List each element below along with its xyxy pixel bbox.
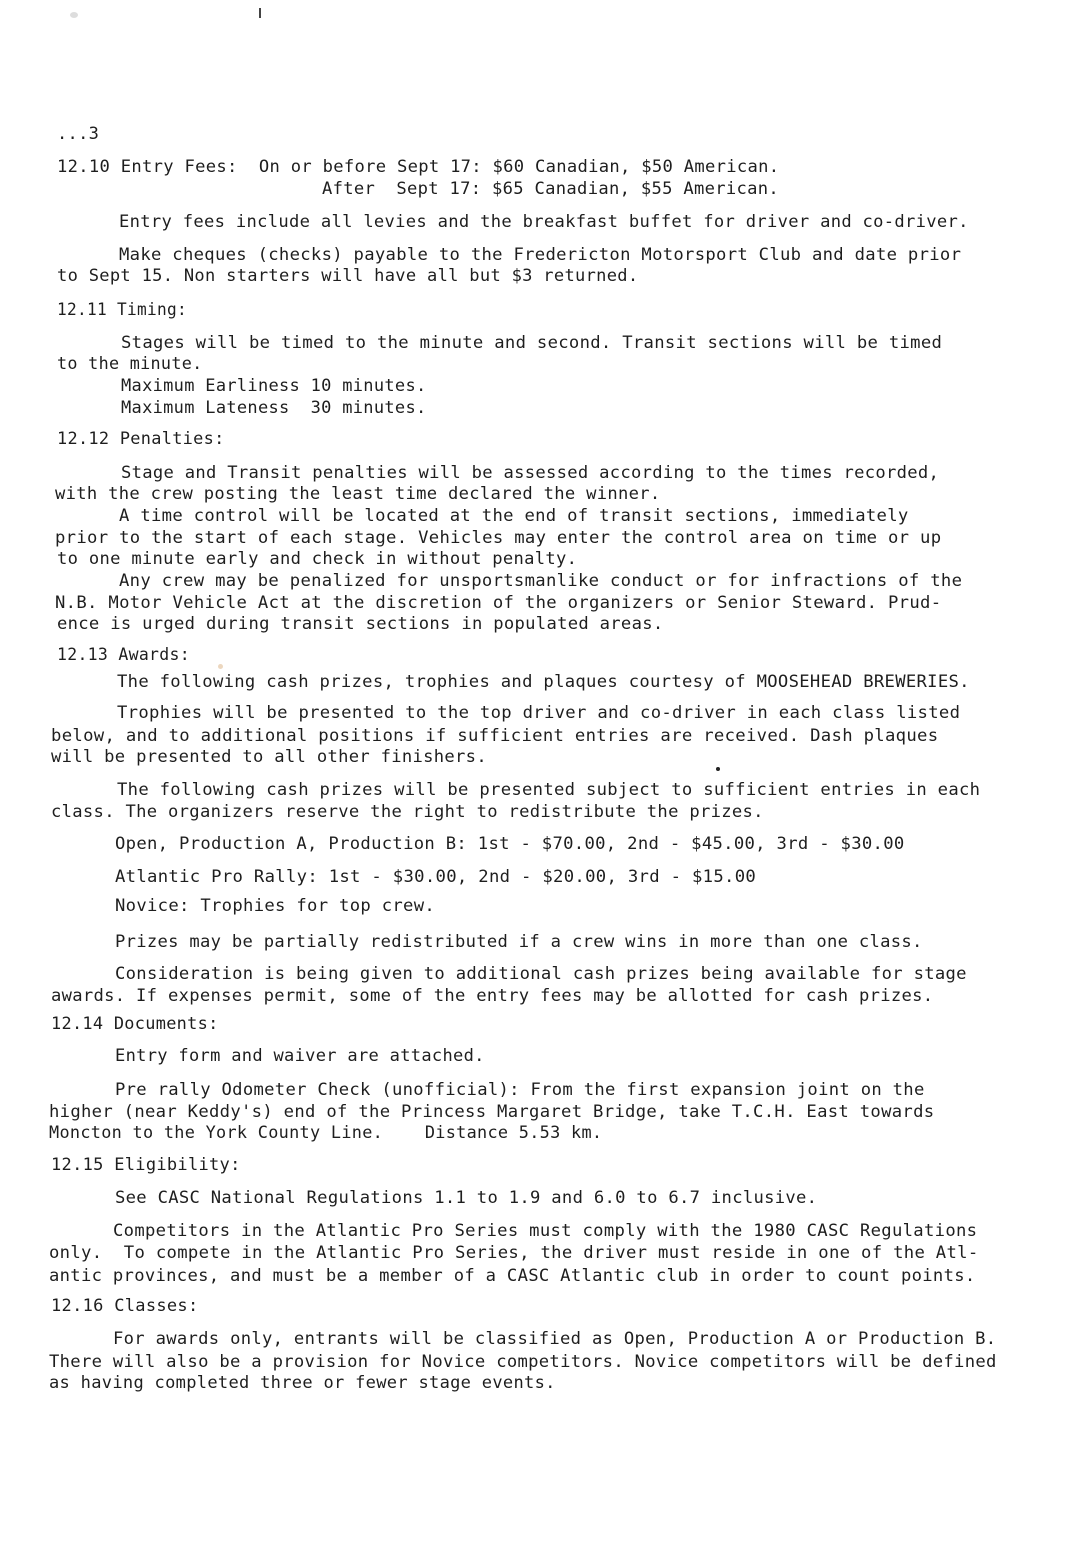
stray-dot [716, 767, 720, 771]
section-12-10-line-2: After Sept 17: $65 Canadian, $55 American. [322, 179, 779, 199]
eligibility-paragraph-2-line-1: Competitors in the Atlantic Pro Series must comply with the 1980 CASC Regulations [113, 1221, 978, 1241]
stray-mark [259, 8, 261, 18]
prizes-atlantic-pro-rally: Atlantic Pro Rally: 1st - $30.00, 2nd - $20.00, 3rd - $15.00 [115, 867, 757, 887]
penalties-paragraph-line-6: Any crew may be penalized for unsportsmanlike conduct or for infractions of the [119, 571, 963, 591]
timing-earliness: Maximum Earliness 10 minutes. [121, 376, 427, 396]
classes-paragraph-line-1: For awards only, entrants will be classified as Open, Production A or Production B. [113, 1329, 997, 1349]
cheques-paragraph-line-2: to Sept 15. Non starters will have all but $3 returned. [57, 266, 639, 286]
eligibility-paragraph-2-line-2: only. To compete in the Atlantic Pro Series, the driver must reside in one of the Atl- [49, 1243, 979, 1263]
documents-paragraph-2-line-1: Pre rally Odometer Check (unofficial): From the first expansion joint on the [115, 1080, 925, 1100]
smudge-mark [70, 12, 78, 18]
awards-paragraph-5-line-2: awards. If expenses permit, some of the entry fees may be allotted for cash prizes. [51, 986, 934, 1006]
timing-paragraph-line-2: to the minute. [57, 354, 203, 374]
section-12-15-heading: 12.15 Eligibility: [51, 1155, 241, 1175]
section-12-16-heading: 12.16 Classes: [51, 1296, 199, 1316]
documents-paragraph-2-line-3: Moncton to the York County Line. Distance 5.53 km. [49, 1123, 603, 1143]
documents-paragraph-2-line-2: higher (near Keddy's) end of the Princess Margaret Bridge, take T.C.H. East towards [49, 1102, 935, 1122]
timing-lateness: Maximum Lateness 30 minutes. [121, 398, 427, 418]
awards-paragraph-3-line-1: The following cash prizes will be presented subject to sufficient entries in each [117, 780, 981, 800]
prizes-novice: Novice: Trophies for top crew. [115, 896, 436, 916]
awards-paragraph-2-line-3: will be presented to all other finishers. [51, 747, 487, 767]
penalties-paragraph-line-5: to one minute early and check in without penalty. [57, 549, 578, 569]
classes-paragraph-line-3: as having completed three or fewer stage events. [49, 1373, 556, 1393]
penalties-paragraph-line-4: prior to the start of each stage. Vehicles may enter the control area on time or up [55, 528, 942, 548]
awards-paragraph-4: Prizes may be partially redistributed if a crew wins in more than one class. [115, 932, 923, 952]
awards-paragraph-3-line-2: class. The organizers reserve the right to redistribute the prizes. [51, 802, 764, 822]
page-marker: ...3 [57, 124, 100, 144]
section-12-11-heading: 12.11 Timing: [57, 300, 187, 320]
penalties-paragraph-line-3: A time control will be located at the end of transit sections, immediately [119, 506, 909, 526]
penalties-paragraph-line-1: Stage and Transit penalties will be assessed according to the times recorded, [121, 463, 940, 483]
penalties-paragraph-line-2: with the crew posting the least time declared the winner. [55, 484, 661, 504]
cheques-paragraph-line-1: Make cheques (checks) payable to the Fredericton Motorsport Club and date prior [119, 245, 962, 265]
smudge-mark [218, 664, 223, 669]
timing-paragraph-line-1: Stages will be timed to the minute and second. Transit sections will be timed [121, 333, 943, 353]
documents-paragraph-1: Entry form and waiver are attached. [115, 1046, 485, 1066]
eligibility-paragraph-1: See CASC National Regulations 1.1 to 1.9 and 6.0 to 6.7 inclusive. [115, 1188, 818, 1208]
penalties-paragraph-line-7: N.B. Motor Vehicle Act at the discretion of the organizers or Senior Steward. Prud- [55, 593, 942, 613]
section-12-14-heading: 12.14 Documents: [51, 1014, 219, 1034]
eligibility-paragraph-2-line-3: antic provinces, and must be a member of a CASC Atlantic club in order to count points. [49, 1266, 976, 1286]
awards-paragraph-2-line-1: Trophies will be presented to the top driver and co-driver in each class listed [117, 703, 961, 723]
entry-fees-paragraph: Entry fees include all levies and the breakfast buffet for driver and co-driver. [119, 212, 969, 232]
awards-paragraph-1: The following cash prizes, trophies and plaques courtesy of MOOSEHEAD BREWERIES. [117, 672, 970, 692]
awards-paragraph-2-line-2: below, and to additional positions if sufficient entries are received. Dash plaques [51, 726, 939, 746]
penalties-paragraph-line-8: ence is urged during transit sections in populated areas. [57, 614, 664, 634]
classes-paragraph-line-2: There will also be a provision for Novice competitors. Novice competitors will be defined [49, 1352, 997, 1372]
section-12-12-heading: 12.12 Penalties: [57, 429, 225, 449]
prizes-open-production: Open, Production A, Production B: 1st - $70.00, 2nd - $45.00, 3rd - $30.00 [115, 834, 905, 854]
section-12-13-heading: 12.13 Awards: [57, 645, 190, 665]
section-12-10-line-1: 12.10 Entry Fees: On or before Sept 17: $60 Canadian, $50 American. [57, 157, 780, 177]
awards-paragraph-5-line-1: Consideration is being given to additional cash prizes being available for stage [115, 964, 967, 984]
